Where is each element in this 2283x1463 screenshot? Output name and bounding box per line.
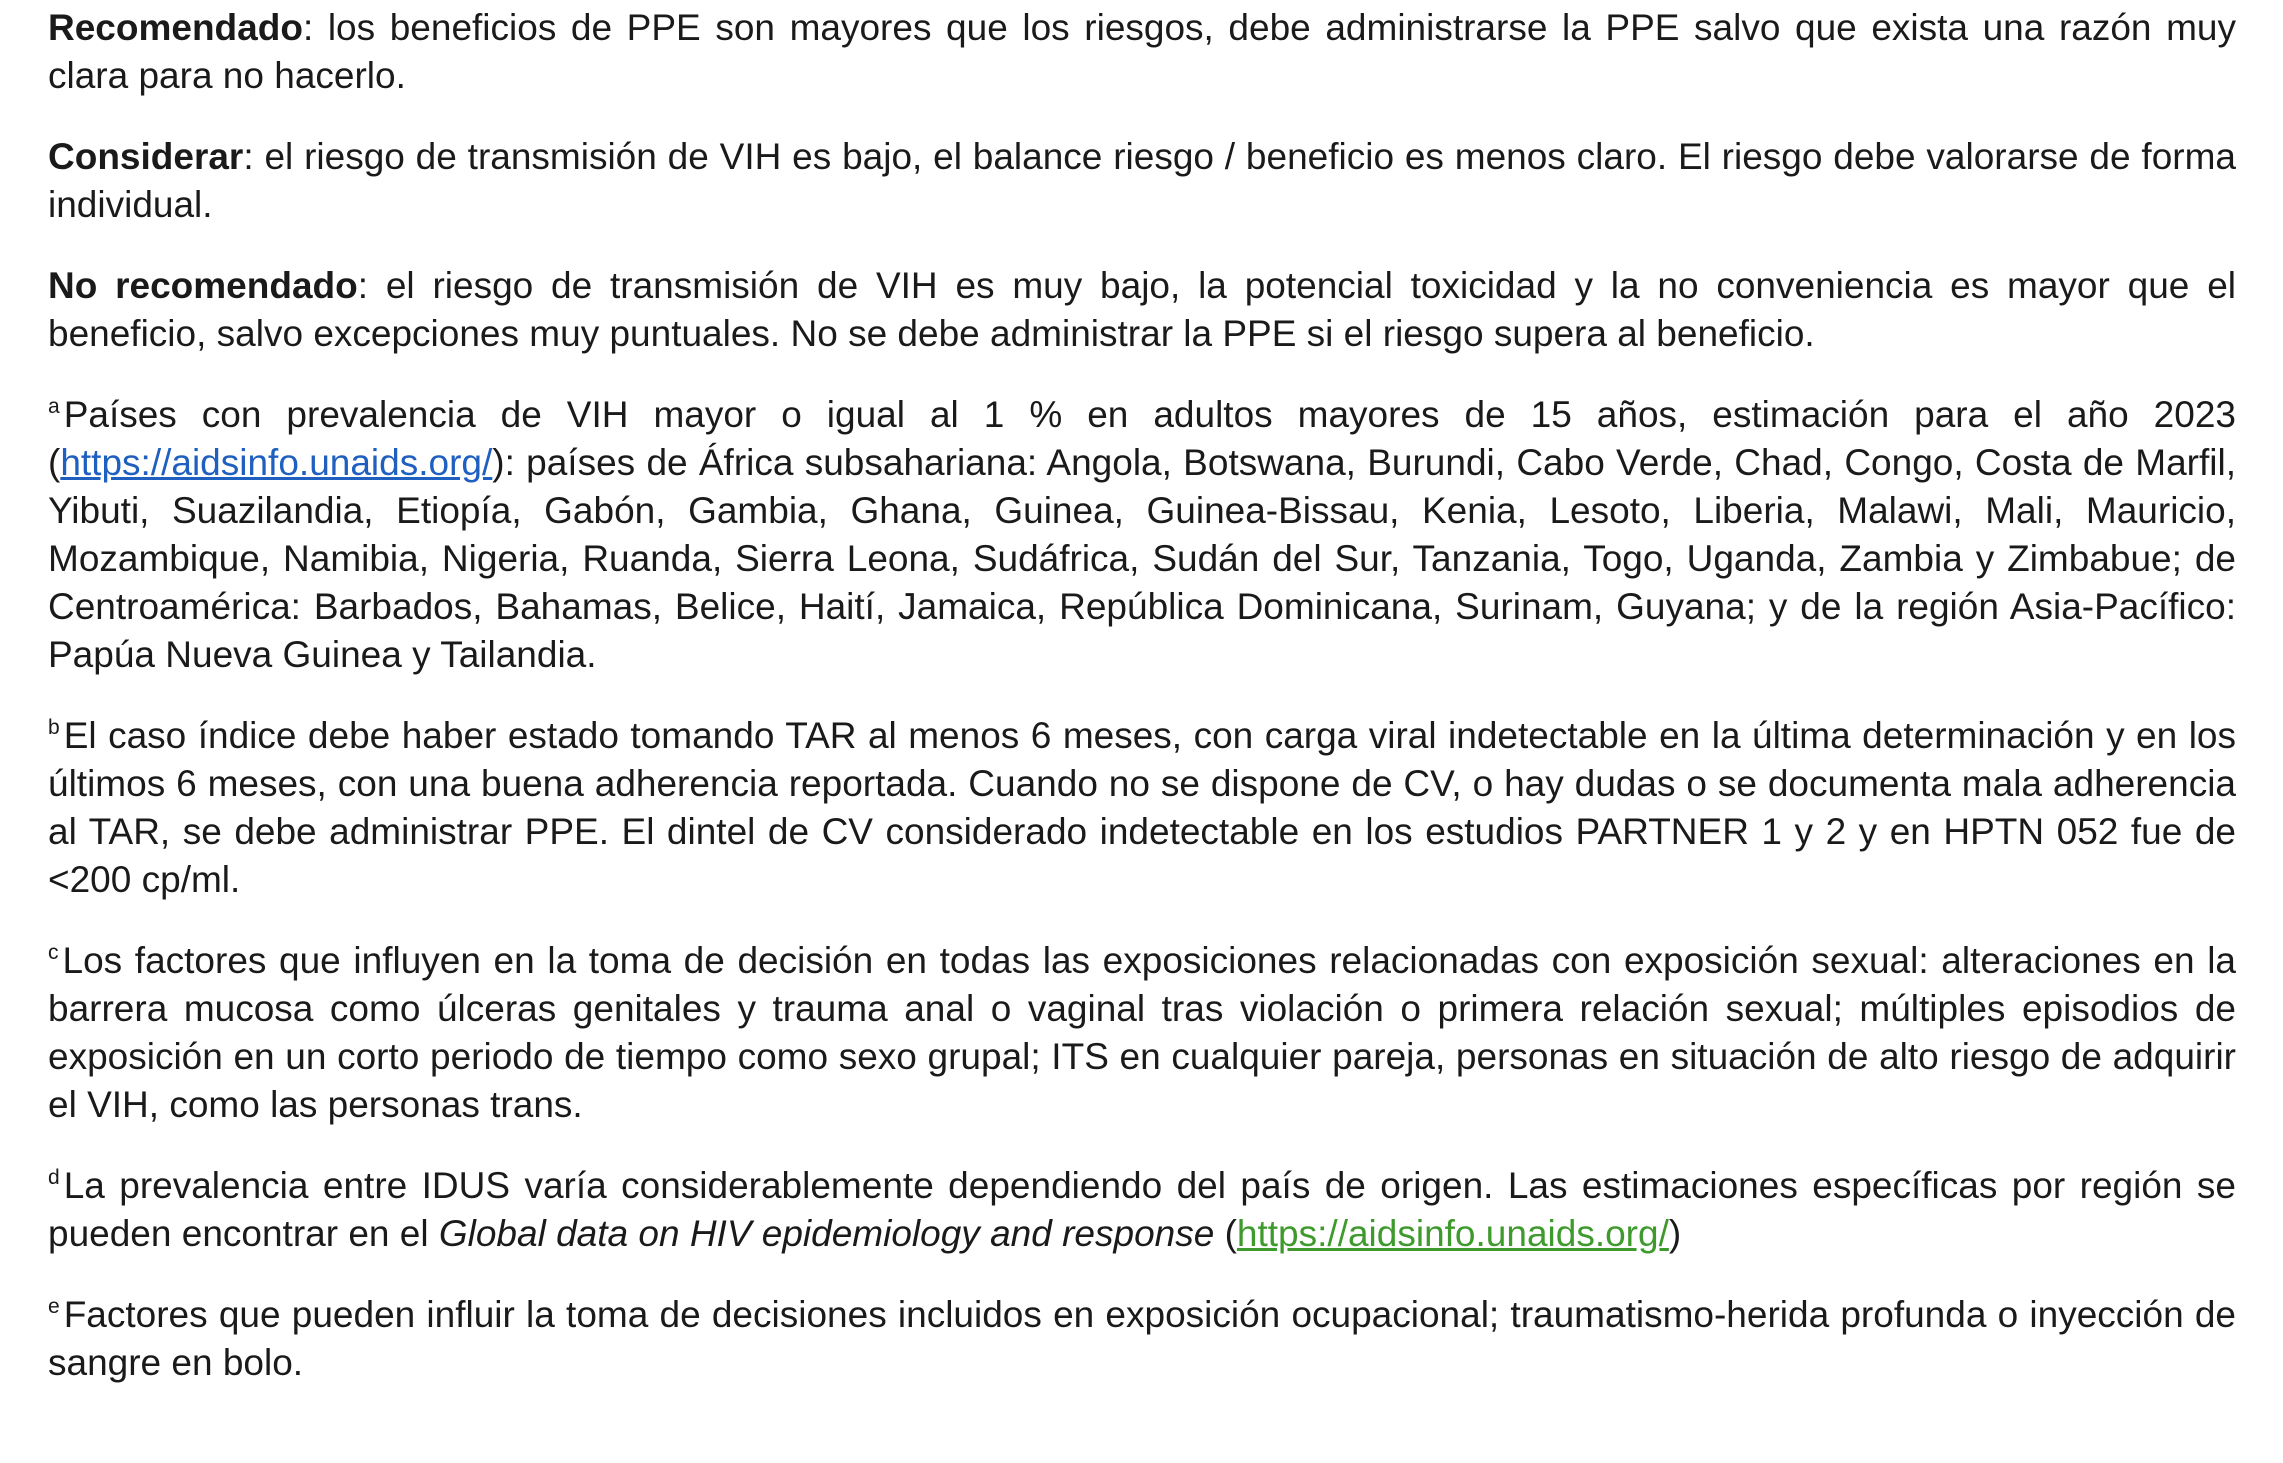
footnote-d — [48, 1162, 2236, 1258]
footnote-text: ( — [1214, 1213, 1237, 1254]
footnote-a — [48, 391, 2236, 679]
footnote-text: Factores que pueden influir la toma de decisiones incluidos en exposición ocupacional; traumatismo-herida profunda o inyección de sangre en bolo. — [48, 1294, 2236, 1383]
footnote-text: La prevalencia entre IDUS varía considerablemente dependiendo del país de origen. Las estimaciones específicas por región se pueden encontrar en el — [48, 1165, 2236, 1254]
footnote-text: Los factores que influyen en la toma de decisión en todas las exposiciones relacionadas con exposición sexual: alteraciones en la barrera mucosa como úlceras genitales y trauma anal o vaginal tras violación o primera relación sexual; múltiples episodios de exposición en un corto periodo de tiempo como sexo grupal; ITS en cualquier pareja, personas en situación de alto riesgo de adquirir el VIH, como las personas trans. — [48, 940, 2236, 1125]
footnote-marker: a — [48, 395, 60, 418]
definition-term: No recomendado — [48, 265, 358, 306]
definition-text: : el riesgo de transmisión de VIH es bajo, el balance riesgo / beneficio es menos claro. El riesgo debe valorarse de forma individual. — [48, 136, 2236, 225]
footnote-e — [48, 1291, 2236, 1387]
footnote-c — [48, 937, 2236, 1129]
report-title: Global data on HIV epidemiology and response — [438, 1213, 1215, 1254]
definition-term: Considerar — [48, 136, 244, 177]
definition-recomendado — [48, 4, 2236, 100]
footnote-text: ) — [1668, 1213, 1682, 1254]
unaids-link[interactable]: https://aidsinfo.unaids.org/ — [1236, 1213, 1669, 1254]
footnote-marker: e — [48, 1295, 60, 1318]
footnotes-document — [48, 4, 2236, 1420]
footnote-marker: b — [48, 716, 60, 739]
footnote-marker: c — [48, 941, 59, 964]
definition-no-recomendado — [48, 262, 2236, 358]
footnote-text: ): países de África subsahariana: Angola, Botswana, Burundi, Cabo Verde, Chad, Congo, Costa de Marfil, Yibuti, Suazilandia, Etiopía, Gabón, Gambia, Ghana, Guinea, Guinea-Bissau, Kenia, Lesoto, Liberia, Malawi, Mali, Mauricio, Mozambique, Namibia, Nigeria, Ruanda, Sierra Leona, Sudáfrica, Sudán del Sur, Tanzania, Togo, Uganda, Zambia y Zimbabue; de Centroamérica: Barbados, Bahamas, Belice, Haití, Jamaica, República Dominicana, Surinam, Guyana; y de la región Asia-Pacífico: Papúa Nueva Guinea y Tailandia. — [48, 442, 2236, 675]
definition-text: : el riesgo de transmisión de VIH es muy bajo, la potencial toxicidad y la no conveniencia es mayor que el beneficio, salvo excepciones muy puntuales. No se debe administrar la PPE si el riesgo supera al beneficio. — [48, 265, 2236, 354]
footnote-text: El caso índice debe haber estado tomando TAR al menos 6 meses, con carga viral indetectable en la última determinación y en los últimos 6 meses, con una buena adherencia reportada. Cuando no se dispone de CV, o hay dudas o se documenta mala adherencia al TAR, se debe administrar PPE. El dintel de CV considerado indetectable en los estudios PARTNER 1 y 2 y en HPTN 052 fue de <200 cp/ml. — [48, 715, 2236, 900]
footnote-marker: d — [48, 1166, 60, 1189]
footnote-text: Países con prevalencia de VIH mayor o igual al 1 % en adultos mayores de 15 años, estimación para el año 2023 ( — [48, 394, 2236, 483]
footnote-b — [48, 712, 2236, 904]
definition-text: : los beneficios de PPE son mayores que los riesgos, debe administrarse la PPE salvo que exista una razón muy clara para no hacerlo. — [48, 7, 2236, 96]
definition-term: Recomendado — [48, 7, 303, 48]
unaids-link[interactable]: https://aidsinfo.unaids.org/ — [60, 442, 493, 483]
definition-considerar — [48, 133, 2236, 229]
